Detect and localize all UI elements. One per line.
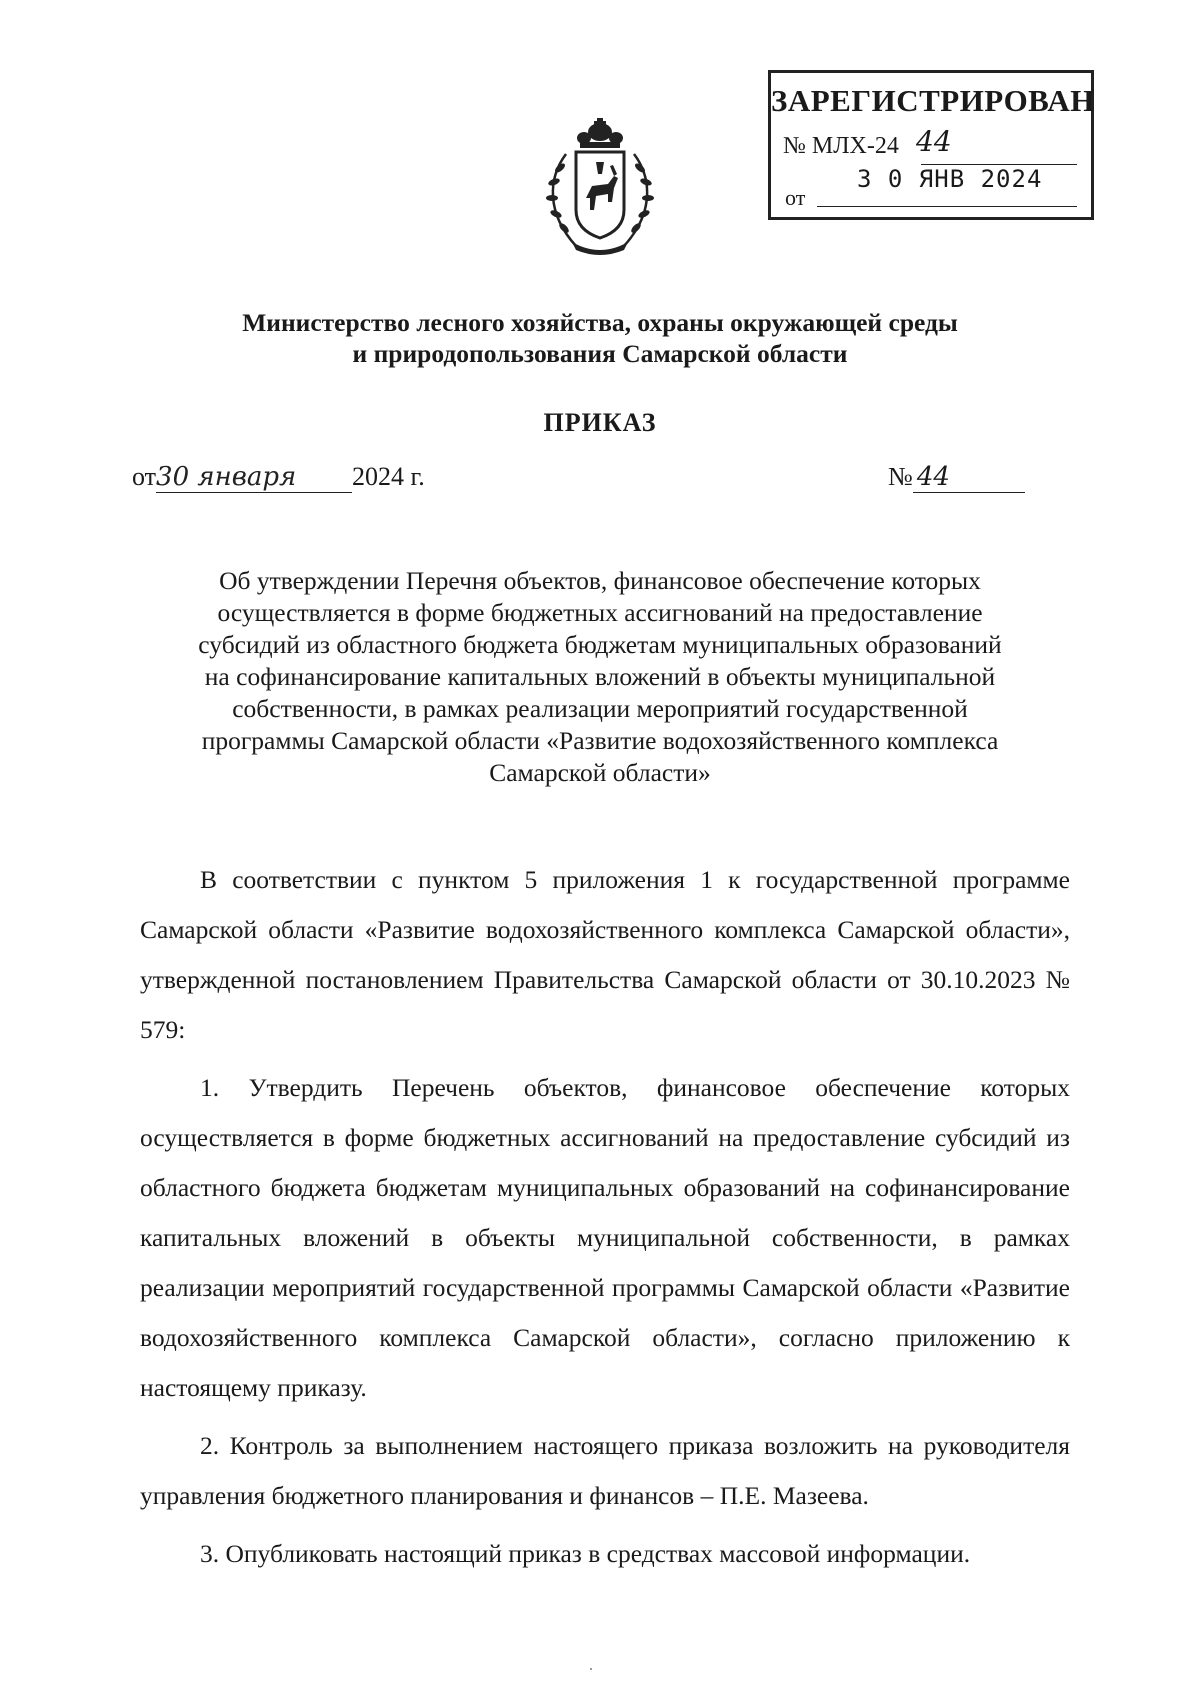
order-date-prefix: от — [132, 462, 157, 491]
stamp-date: 3 0 ЯНВ 2024 — [857, 165, 1043, 193]
order-body — [140, 855, 1070, 1587]
order-date-handwritten: 30 января — [156, 462, 352, 493]
document-type: ПРИКАЗ — [543, 408, 657, 437]
stamp-date-prefix: от — [785, 185, 806, 210]
registration-stamp — [768, 70, 1094, 220]
stamp-date-line — [817, 206, 1077, 207]
subject-line: Об утверждении Перечня объектов, финансовое обеспечение которых — [219, 566, 981, 595]
item-2-paragraph: 2. Контроль за выполнением настоящего приказа возложить на руководителя управления бюджетного планирования и финансов – П.Е. Мазеева. — [140, 1431, 1070, 1510]
coat-of-arms-icon — [536, 118, 664, 258]
scan-dot — [590, 1668, 592, 1670]
subject-line: осуществляется в форме бюджетных ассигнований на предоставление — [217, 598, 983, 627]
subject-line: на софинансирование капитальных вложений в объекты муниципальной — [204, 662, 996, 691]
subject-line: субсидий из областного бюджета бюджетам муниципальных образований — [198, 630, 1002, 659]
ministry-line-2: и природопользования Самарской области — [352, 339, 848, 368]
subject-line: собственности, в рамках реализации мероприятий государственной — [232, 694, 968, 723]
order-number — [888, 462, 1025, 493]
ministry-line-1: Министерство лесного хозяйства, охраны окружающей среды — [242, 308, 958, 337]
order-number-handwritten: 44 — [913, 462, 1025, 493]
order-subject — [130, 565, 1070, 789]
subject-line: программы Самарской области «Развитие водохозяйственного комплекса — [201, 726, 999, 755]
item-3-paragraph: 3. Опубликовать настоящий приказ в средствах массовой информации. — [200, 1539, 971, 1568]
ministry-name — [0, 307, 1200, 369]
stamp-number-prefix: № МЛХ-24 — [783, 133, 899, 159]
subject-line: Самарской области» — [489, 758, 711, 787]
stamp-title: ЗАРЕГИСТРИРОВАН — [771, 83, 1095, 118]
order-year: 2024 г. — [352, 462, 425, 491]
order-date — [132, 462, 425, 493]
item-1-paragraph: 1. Утвердить Перечень объектов, финансовое обеспечение которых осуществляется в форме бюджетных ассигнований на предоставление субсидий из областного бюджета бюджетам муниципальных образований на софинансирование капитальных вложений в объекты муниципальной собственности, в рамках реализации мероприятий государственной программы Самарской области «Развитие водохозяйственного комплекса Самарской области», согласно приложению к настоящему приказу. — [140, 1073, 1070, 1402]
order-number-label: № — [888, 462, 913, 491]
preamble-paragraph: В соответствии с пунктом 5 приложения 1 к государственной программе Самарской области «Развитие водохозяйственного комплекса Самарской области», утвержденной постановлением Правительства Самарской области от 30.10.2023 № 579: — [140, 865, 1070, 1044]
stamp-number-handwritten: 44 — [916, 125, 952, 158]
